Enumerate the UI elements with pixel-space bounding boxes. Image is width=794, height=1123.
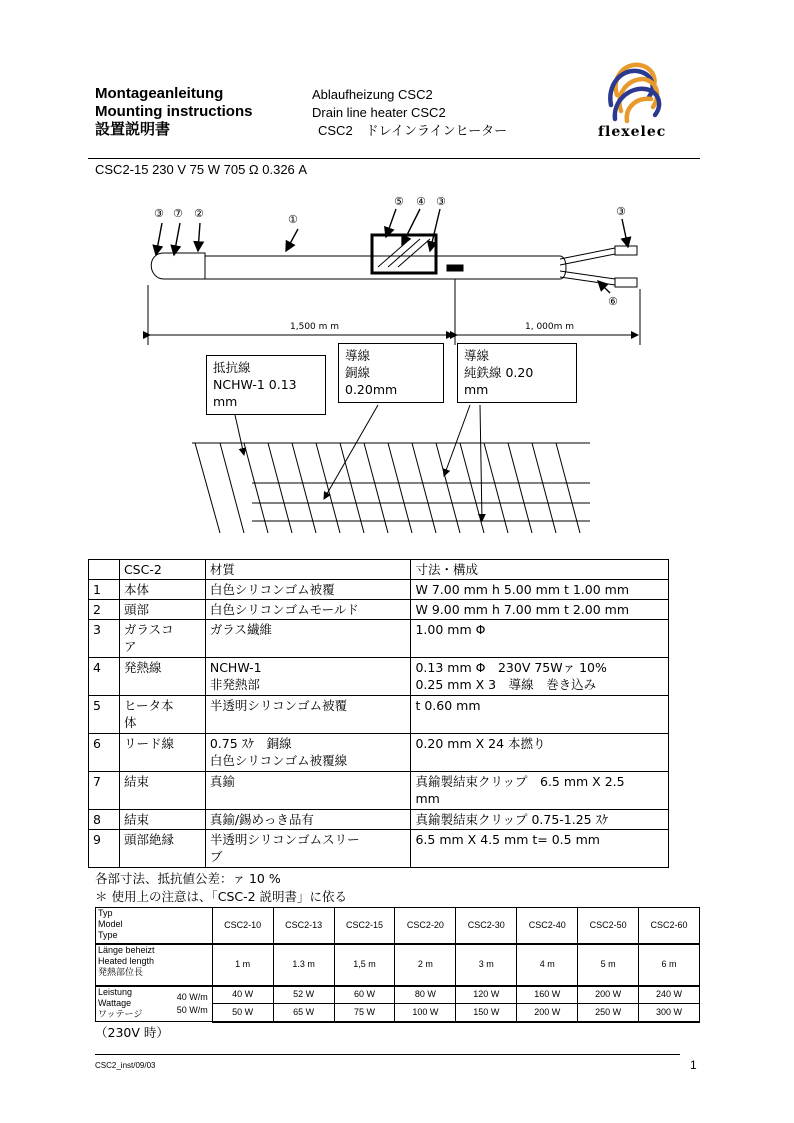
callout-copper-conductor: 導線 銅線 0.20mm (338, 343, 444, 403)
flexelec-logo (603, 55, 675, 125)
title-de: Montageanleitung (95, 85, 224, 102)
footer-rule (95, 1054, 680, 1055)
type-wattage-50-row: 50 W 65 W 75 W 100 W 150 W 200 W 250 W 300 W (96, 1004, 700, 1022)
caution-note: ＊ 使用上の注意は、「CSC-2 説明書」に依る (95, 889, 348, 904)
doc-id: CSC2_inst/09/03 (95, 1061, 156, 1070)
wattage-label: Leistung Wattage ワッテージ (98, 986, 143, 1019)
model-line: CSC2-15 230 V 75 W 705 Ω 0.326 A (95, 162, 308, 177)
wattage-40-label: 40 W/m (176, 991, 208, 1002)
subtitle-en: Drain line heater CSC2 (312, 105, 446, 120)
voltage-note: （230V 時） (95, 1025, 169, 1040)
table-row: 4 発熱線 NCHW-1 非発熱部 0.13 mm Φ 230V 75Wァ 10% 0.25 mm X 3 導線 巻き込み (89, 658, 669, 696)
callout-resistance-wire: 抵抗線 NCHW-1 0.13 mm (206, 355, 326, 415)
page-number: 1 (690, 1058, 697, 1072)
type-wattage-40-row: Leistung Wattage ワッテージ 40 W/m 50 W/m 40 W 52 W 60 W 80 W 120 W 160 W 200 W 240 W (96, 986, 700, 1004)
type-table (95, 907, 700, 1023)
marker-3c: ③ (616, 205, 626, 218)
callout-iron-conductor: 導線 純鉄線 0.20 mm (457, 343, 577, 403)
table-row: 1 本体 白色シリコンゴム被覆 W 7.00 mm h 5.00 mm t 1.00 mm (89, 580, 669, 600)
materials-header-row: CSC-2 材質 寸法・構成 (89, 560, 669, 580)
marker-2: ② (194, 207, 204, 220)
table-row: 7 結束 真鍮 真鍮製結束クリップ 6.5 mm X 2.5 mm (89, 772, 669, 810)
table-row: 8 結束 真鍮/錫めっき品有 真鍮製結束クリップ 0.75-1.25 ｽｹ (89, 810, 669, 830)
marker-6: ⑥ (608, 295, 618, 308)
table-row: 6 リード線 0.75 ｽｹ 銅線 白色シリコンゴム被覆線 0.20 mm X 24 本撚り (89, 734, 669, 772)
wattage-50-label: 50 W/m (176, 1004, 208, 1015)
subtitle-de: Ablaufheizung CSC2 (312, 87, 433, 102)
type-length-row: Länge beheizt Heated length 発熱部位長 1 m 1.3 m 1,5 m 2 m 3 m 4 m 5 m 6 m (96, 944, 700, 986)
dim-heated-length: 1,500 m m (290, 322, 340, 332)
cross-section (192, 443, 590, 533)
marker-7: ⑦ (173, 207, 183, 220)
table-row: 3 ガラスコ ア ガラス繊維 1.00 mm Φ (89, 620, 669, 658)
heater-cable (151, 235, 637, 287)
header-rule (88, 158, 700, 159)
table-row: 2 頭部 白色シリコンゴムモールド W 9.00 mm h 7.00 mm t 2.00 mm (89, 600, 669, 620)
table-row: 9 頭部絶縁 半透明シリコンゴムスリー ブ 6.5 mm X 4.5 mm t= 0.5 mm (89, 830, 669, 868)
subtitle-ja: CSC2 ドレインラインヒーター (318, 123, 508, 138)
type-model-row: Typ Model Type CSC2-10 CSC2-13 CSC2-15 CSC2-20 CSC2-30 CSC2-40 CSC2-50 CSC2-60 (96, 908, 700, 944)
marker-1: ① (288, 213, 298, 226)
title-en: Mounting instructions (95, 103, 253, 120)
materials-table (88, 559, 669, 868)
marker-4: ④ (416, 195, 426, 208)
dim-lead-length: 1, 000m m (525, 322, 575, 332)
logo-text: flexelec (598, 124, 667, 140)
title-ja: 設置説明書 (95, 121, 171, 138)
tolerance-note: 各部寸法、抵抗値公差：ァ 10 % (95, 871, 281, 886)
table-row: 5 ヒータ本 体 半透明シリコンゴム被覆 t 0.60 mm (89, 696, 669, 734)
marker-3b: ③ (436, 195, 446, 208)
marker-3a: ③ (154, 207, 164, 220)
marker-5: ⑤ (394, 195, 404, 208)
